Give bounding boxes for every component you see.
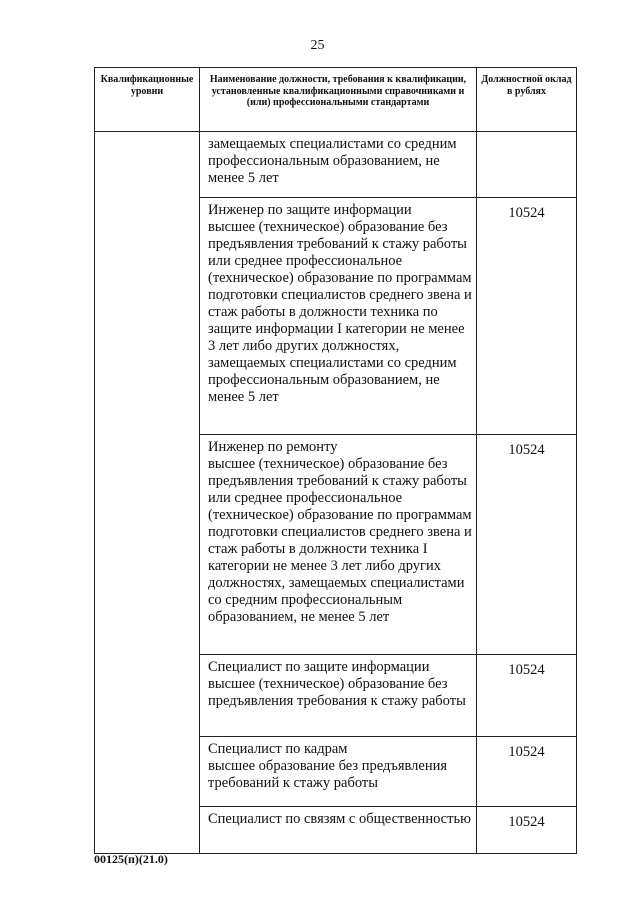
document-code: 00125(п)(21.0) <box>94 852 168 866</box>
page-number: 25 <box>310 38 325 53</box>
salary-cell: 10524 <box>477 435 577 655</box>
position-requirements: высшее (техническое) образование без предъявления требований к стажу работы или среднее профессиональное (техническое) образование по программам подготовки специалистов среднего звена и стаж работы в должности техника по защите информации I категории не менее 3 лет либо других должностях, замещаемых специалистами со средним профессиональным образованием, не менее 5 лет <box>208 219 472 405</box>
position-title: Инженер по защите информации <box>208 202 412 218</box>
position-cell <box>200 198 477 435</box>
position-title: Специалист по защите информации <box>208 659 430 675</box>
position-requirements: замещаемых специалистами со средним профессиональным образованием, не менее 5 лет <box>208 136 457 186</box>
salary-cell: 10524 <box>477 198 577 435</box>
position-requirements: высшее (техническое) образование без предъявления требований к стажу работы или среднее профессиональное (техническое) образование по программам подготовки специалистов среднего звена и стаж работы в должности техника I категории не менее 3 лет либо других должностях, замещаемых специалистами со средним профессиональным образованием, не менее 5 лет <box>208 456 472 625</box>
position-cell <box>200 435 477 655</box>
position-requirements: высшее образование без предъявления требований к стажу работы <box>208 758 448 791</box>
position-cell <box>200 807 477 854</box>
position-title: Специалист по связям с общественностью <box>208 811 471 827</box>
salary-cell: 10524 <box>477 737 577 807</box>
qualification-level-cell <box>95 132 200 854</box>
salary-table <box>94 67 577 854</box>
header-position-requirements: Наименование должности, требования к квалификации, установленные квалификационными справочниками и (или) профессиональными стандартами <box>200 68 477 132</box>
table-header-row <box>95 68 577 132</box>
table-row <box>95 132 577 198</box>
position-cell <box>200 737 477 807</box>
position-title: Специалист по кадрам <box>208 741 348 757</box>
position-cell <box>200 655 477 737</box>
header-salary: Должностной оклад в рублях <box>477 68 577 132</box>
salary-cell: 10524 <box>477 655 577 737</box>
position-title: Инженер по ремонту <box>208 439 338 455</box>
position-requirements: высшее (техническое) образование без предъявления требования к стажу работы <box>208 676 466 709</box>
salary-cell <box>477 132 577 198</box>
position-cell <box>200 132 477 198</box>
salary-cell: 10524 <box>477 807 577 854</box>
header-qualification-levels: Квалификационные уровни <box>95 68 200 132</box>
